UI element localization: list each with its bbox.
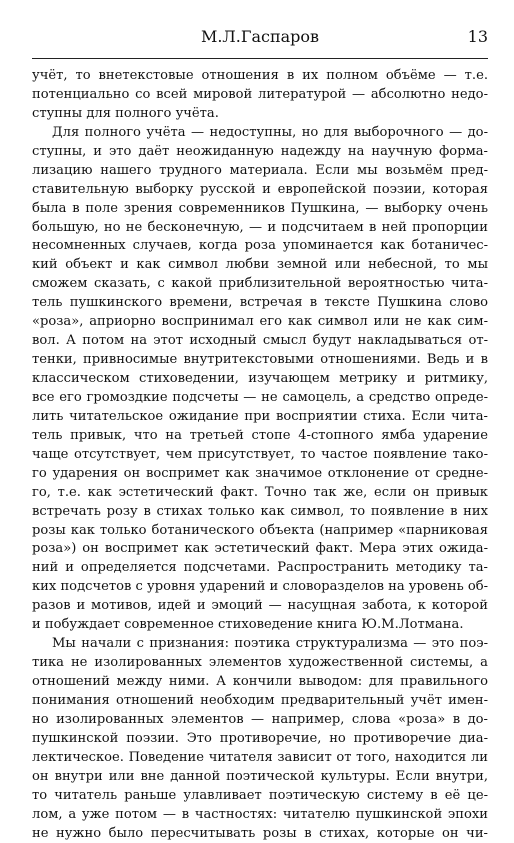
page-number: 13: [468, 24, 488, 50]
text-line: ставительную выборку русской и европейской поэзии, которая: [32, 181, 488, 200]
text-line: лить читательское ожидание при восприятии стиха. Если чита-: [32, 408, 488, 427]
paragraph: [32, 67, 488, 124]
text-line: ний и определяется подсчетами. Распространить методику та-: [32, 559, 488, 578]
text-line: классическом стиховедении, изучающем метрику и ритмику,: [32, 370, 488, 389]
text-line: тенки, привносимые внутритекстовыми отношениями. Ведь и в: [32, 351, 488, 370]
text-line: го, т.е. как эстетический факт. Точно так же, если он привык: [32, 484, 488, 503]
text-line: ступны, и это даёт неожиданную надежду на научную форма-: [32, 143, 488, 162]
text-line: все его громоздкие подсчеты — не самоцель, а средство опреде-: [32, 389, 488, 408]
text-line: кий объект и как символ любви земной или небесной, то мы: [32, 256, 488, 275]
text-line: роза») он воспримет как эстетический факт. Мера этих ожида-: [32, 540, 488, 559]
text-line: Для полного учёта — недоступны, но для выборочного — до-: [32, 124, 488, 143]
running-head: [32, 24, 488, 50]
text-line: он внутри или вне данной поэтической культуры. Если внутри,: [32, 768, 488, 787]
text-line: пушкинской поэзии. Это противоречие, но противоречие диа-: [32, 730, 488, 749]
text-line: сможем сказать, с какой приблизительной вероятностью чита-: [32, 275, 488, 294]
text-line: ких подсчетов с уровня ударений и словоразделов на уровень об-: [32, 578, 488, 597]
text-line: была в поле зрения современников Пушкина, — выборку очень: [32, 200, 488, 219]
text-line: вол. А потом на этот исходный смысл будут накладываться от-: [32, 332, 488, 351]
text-line: отношений между ними. А кончили выводом: для правильного: [32, 673, 488, 692]
text-line: «роза», априорно воспринимал его как символ или не как сим-: [32, 313, 488, 332]
text-line: не нужно было пересчитывать розы в стихах, которые он чи-: [32, 825, 488, 843]
text-line: Мы начали с признания: поэтика структурализма — это поэ-: [32, 635, 488, 654]
text-line: несомненных случаев, когда роза упоминается как ботаничес-: [32, 237, 488, 256]
running-head-author: М.Л.Гаспаров: [32, 24, 488, 50]
header-rule: [32, 58, 488, 59]
text-line: чаще отсутствует, чем присутствует, то частое появление тако-: [32, 446, 488, 465]
paragraph: [32, 124, 488, 635]
text-line: розы как только ботанического объекта (например «парниковая: [32, 522, 488, 541]
text-line: тель привык, что на третьей стопе 4-стопного ямба ударение: [32, 427, 488, 446]
text-line: учёт, то внетекстовые отношения в их полном объёме — т.е.: [32, 67, 488, 86]
text-line: лизацию нашего трудного материала. Если мы возьмём пред-: [32, 162, 488, 181]
text-line: лектическое. Поведение читателя зависит от того, находится ли: [32, 749, 488, 768]
text-line: тель пушкинского времени, встречая в тексте Пушкина слово: [32, 294, 488, 313]
text-line: лом, а уже потом — в частностях: читателю пушкинской эпохи: [32, 806, 488, 825]
text-line: но изолированных элементов — например, слова «роза» в до-: [32, 711, 488, 730]
text-line: го ударения он воспримет как значимое отклонение от средне-: [32, 465, 488, 484]
text-line: то читатель раньше улавливает поэтическую систему в её це-: [32, 787, 488, 806]
book-page: [32, 24, 488, 843]
body-text: [32, 67, 488, 843]
text-line: большую, но не бесконечную, — и подсчитаем в ней пропорции: [32, 219, 488, 238]
paragraph: [32, 635, 488, 843]
text-line: встречать розу в стихах только как символ, то появление в них: [32, 503, 488, 522]
text-line: разов и мотивов, идей и эмоций — насущная забота, к которой: [32, 597, 488, 616]
text-line: и побуждает современное стиховедение книга Ю.М.Лотмана.: [32, 616, 488, 635]
text-line: потенциально со всей мировой литературой — абсолютно недо-: [32, 86, 488, 105]
text-line: ступны для полного учёта.: [32, 105, 488, 124]
text-line: тика не изолированных элементов художественной системы, а: [32, 654, 488, 673]
text-line: понимания отношений необходим предварительный учёт имен-: [32, 692, 488, 711]
